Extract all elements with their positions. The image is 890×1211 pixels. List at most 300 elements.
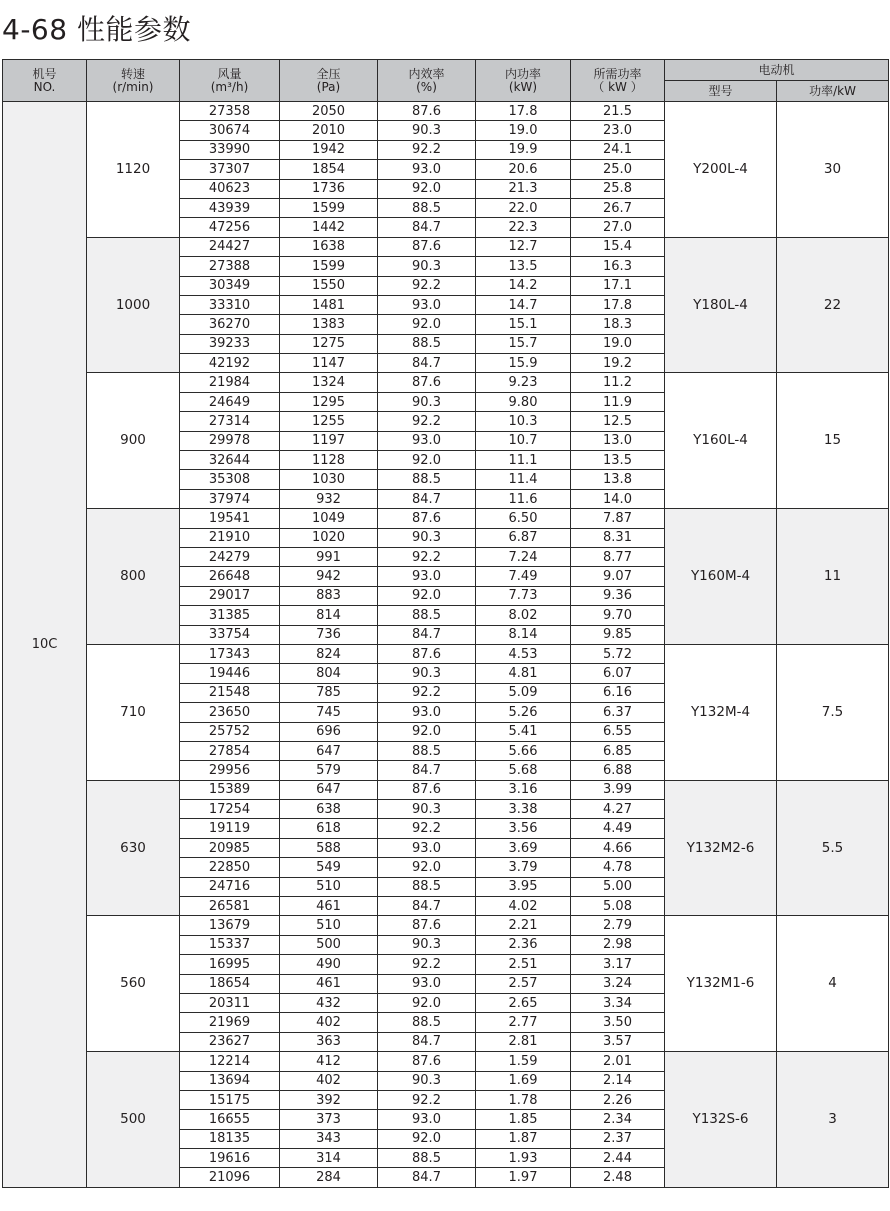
inner-power-cell: 17.8 — [476, 102, 571, 121]
inner-power-cell: 5.68 — [476, 761, 571, 780]
flow-cell: 21969 — [180, 1013, 280, 1032]
required-power-cell: 13.5 — [571, 451, 665, 470]
pressure-cell: 392 — [280, 1090, 378, 1109]
inner-power-cell: 1.97 — [476, 1168, 571, 1187]
efficiency-cell: 88.5 — [378, 1013, 476, 1032]
speed-cell: 630 — [87, 780, 180, 916]
inner-power-cell: 9.80 — [476, 392, 571, 411]
efficiency-cell: 84.7 — [378, 354, 476, 373]
flow-cell: 33990 — [180, 140, 280, 159]
header-efficiency-cn: 内效率 — [408, 66, 445, 81]
header-speed-cn: 转速 — [120, 66, 145, 81]
flow-cell: 29017 — [180, 586, 280, 605]
motor-power-cell: 7.5 — [777, 644, 889, 780]
flow-cell: 26581 — [180, 897, 280, 916]
flow-cell: 20311 — [180, 993, 280, 1012]
flow-cell: 19446 — [180, 664, 280, 683]
required-power-cell: 24.1 — [571, 140, 665, 159]
flow-cell: 21096 — [180, 1168, 280, 1187]
efficiency-cell: 92.2 — [378, 412, 476, 431]
pressure-cell: 402 — [280, 1013, 378, 1032]
required-power-cell: 2.48 — [571, 1168, 665, 1187]
efficiency-cell: 88.5 — [378, 741, 476, 760]
pressure-cell: 1197 — [280, 431, 378, 450]
required-power-cell: 16.3 — [571, 257, 665, 276]
efficiency-cell: 90.3 — [378, 664, 476, 683]
flow-cell: 18135 — [180, 1129, 280, 1148]
required-power-cell: 3.50 — [571, 1013, 665, 1032]
required-power-cell: 3.24 — [571, 974, 665, 993]
inner-power-cell: 22.0 — [476, 198, 571, 217]
efficiency-cell: 84.7 — [378, 218, 476, 237]
efficiency-cell: 88.5 — [378, 1149, 476, 1168]
required-power-cell: 4.78 — [571, 858, 665, 877]
flow-cell: 40623 — [180, 179, 280, 198]
required-power-cell: 2.37 — [571, 1129, 665, 1148]
table-row — [3, 780, 889, 799]
required-power-cell: 7.87 — [571, 509, 665, 528]
efficiency-cell: 90.3 — [378, 392, 476, 411]
flow-cell: 13679 — [180, 916, 280, 935]
flow-cell: 31385 — [180, 606, 280, 625]
flow-cell: 13694 — [180, 1071, 280, 1090]
pressure-cell: 883 — [280, 586, 378, 605]
header-pressure-en: (Pa) — [316, 79, 341, 94]
header-model-no-en: NO. — [33, 79, 56, 94]
header-motor: 电动机 — [665, 60, 889, 81]
required-power-cell: 2.98 — [571, 935, 665, 954]
header-model-no — [3, 60, 87, 102]
flow-cell: 17254 — [180, 800, 280, 819]
pressure-cell: 1442 — [280, 218, 378, 237]
motor-type-cell: Y180L-4 — [665, 237, 777, 373]
efficiency-cell: 92.2 — [378, 547, 476, 566]
inner-power-cell: 1.87 — [476, 1129, 571, 1148]
inner-power-cell: 3.69 — [476, 838, 571, 857]
pressure-cell: 1324 — [280, 373, 378, 392]
required-power-cell: 6.07 — [571, 664, 665, 683]
header-pressure-cn: 全压 — [316, 66, 341, 81]
table-body — [3, 102, 889, 1188]
required-power-cell: 2.79 — [571, 916, 665, 935]
pressure-cell: 1942 — [280, 140, 378, 159]
required-power-cell: 9.36 — [571, 586, 665, 605]
speed-cell: 1000 — [87, 237, 180, 373]
required-power-cell: 27.0 — [571, 218, 665, 237]
flow-cell: 36270 — [180, 315, 280, 334]
efficiency-cell: 92.2 — [378, 683, 476, 702]
speed-cell: 710 — [87, 644, 180, 780]
flow-cell: 19119 — [180, 819, 280, 838]
efficiency-cell: 92.2 — [378, 140, 476, 159]
inner-power-cell: 22.3 — [476, 218, 571, 237]
flow-cell: 21910 — [180, 528, 280, 547]
efficiency-cell: 93.0 — [378, 838, 476, 857]
required-power-cell: 2.26 — [571, 1090, 665, 1109]
header-model-no-cn: 机号 — [32, 66, 57, 81]
inner-power-cell: 2.51 — [476, 955, 571, 974]
required-power-cell: 9.70 — [571, 606, 665, 625]
efficiency-cell: 84.7 — [378, 897, 476, 916]
inner-power-cell: 7.49 — [476, 567, 571, 586]
efficiency-cell: 87.6 — [378, 102, 476, 121]
inner-power-cell: 11.6 — [476, 489, 571, 508]
efficiency-cell: 84.7 — [378, 1168, 476, 1187]
flow-cell: 33310 — [180, 295, 280, 314]
required-power-cell: 18.3 — [571, 315, 665, 334]
pressure-cell: 2050 — [280, 102, 378, 121]
inner-power-cell: 3.16 — [476, 780, 571, 799]
efficiency-cell: 90.3 — [378, 800, 476, 819]
efficiency-cell: 93.0 — [378, 1110, 476, 1129]
required-power-cell: 2.34 — [571, 1110, 665, 1129]
inner-power-cell: 5.41 — [476, 722, 571, 741]
flow-cell: 33754 — [180, 625, 280, 644]
required-power-cell: 19.0 — [571, 334, 665, 353]
flow-cell: 22850 — [180, 858, 280, 877]
inner-power-cell: 13.5 — [476, 257, 571, 276]
performance-table — [2, 59, 889, 1188]
required-power-cell: 17.8 — [571, 295, 665, 314]
inner-power-cell: 8.02 — [476, 606, 571, 625]
required-power-cell: 2.01 — [571, 1052, 665, 1071]
inner-power-cell: 21.3 — [476, 179, 571, 198]
required-power-cell: 14.0 — [571, 489, 665, 508]
flow-cell: 18654 — [180, 974, 280, 993]
table-row — [3, 373, 889, 392]
pressure-cell: 510 — [280, 916, 378, 935]
motor-type-cell: Y132M2-6 — [665, 780, 777, 916]
efficiency-cell: 92.2 — [378, 819, 476, 838]
inner-power-cell: 4.81 — [476, 664, 571, 683]
efficiency-cell: 92.2 — [378, 955, 476, 974]
flow-cell: 15175 — [180, 1090, 280, 1109]
efficiency-cell: 90.3 — [378, 1071, 476, 1090]
required-power-cell: 25.0 — [571, 160, 665, 179]
efficiency-cell: 92.2 — [378, 1090, 476, 1109]
flow-cell: 27314 — [180, 412, 280, 431]
required-power-cell: 4.27 — [571, 800, 665, 819]
efficiency-cell: 93.0 — [378, 974, 476, 993]
required-power-cell: 5.08 — [571, 897, 665, 916]
required-power-cell: 15.4 — [571, 237, 665, 256]
inner-power-cell: 4.02 — [476, 897, 571, 916]
inner-power-cell: 1.93 — [476, 1149, 571, 1168]
pressure-cell: 1049 — [280, 509, 378, 528]
flow-cell: 37307 — [180, 160, 280, 179]
flow-cell: 29978 — [180, 431, 280, 450]
flow-cell: 37974 — [180, 489, 280, 508]
inner-power-cell: 6.50 — [476, 509, 571, 528]
pressure-cell: 579 — [280, 761, 378, 780]
pressure-cell: 932 — [280, 489, 378, 508]
pressure-cell: 618 — [280, 819, 378, 838]
efficiency-cell: 92.2 — [378, 276, 476, 295]
pressure-cell: 647 — [280, 780, 378, 799]
required-power-cell: 11.9 — [571, 392, 665, 411]
header-flow — [180, 60, 280, 102]
flow-cell: 21984 — [180, 373, 280, 392]
flow-cell: 15337 — [180, 935, 280, 954]
required-power-cell: 3.99 — [571, 780, 665, 799]
required-power-cell: 6.16 — [571, 683, 665, 702]
inner-power-cell: 2.36 — [476, 935, 571, 954]
inner-power-cell: 10.3 — [476, 412, 571, 431]
inner-power-cell: 5.09 — [476, 683, 571, 702]
required-power-cell: 6.85 — [571, 741, 665, 760]
inner-power-cell: 2.77 — [476, 1013, 571, 1032]
required-power-cell: 2.14 — [571, 1071, 665, 1090]
required-power-cell: 8.77 — [571, 547, 665, 566]
pressure-cell: 1275 — [280, 334, 378, 353]
flow-cell: 26648 — [180, 567, 280, 586]
header-efficiency — [378, 60, 476, 102]
pressure-cell: 647 — [280, 741, 378, 760]
motor-power-cell: 3 — [777, 1052, 889, 1188]
table-row — [3, 509, 889, 528]
required-power-cell: 9.07 — [571, 567, 665, 586]
flow-cell: 24427 — [180, 237, 280, 256]
flow-cell: 24279 — [180, 547, 280, 566]
flow-cell: 23627 — [180, 1032, 280, 1051]
flow-cell: 29956 — [180, 761, 280, 780]
inner-power-cell: 6.87 — [476, 528, 571, 547]
header-required-power-cn: 所需功率 — [593, 66, 642, 81]
pressure-cell: 1295 — [280, 392, 378, 411]
inner-power-cell: 2.21 — [476, 916, 571, 935]
pressure-cell: 343 — [280, 1129, 378, 1148]
efficiency-cell: 87.6 — [378, 644, 476, 663]
efficiency-cell: 88.5 — [378, 606, 476, 625]
speed-cell: 1120 — [87, 102, 180, 238]
efficiency-cell: 88.5 — [378, 877, 476, 896]
pressure-cell: 588 — [280, 838, 378, 857]
pressure-cell: 490 — [280, 955, 378, 974]
table-row — [3, 1052, 889, 1071]
motor-power-cell: 15 — [777, 373, 889, 509]
header-inner-power — [476, 60, 571, 102]
pressure-cell: 1255 — [280, 412, 378, 431]
pressure-cell: 736 — [280, 625, 378, 644]
efficiency-cell: 90.3 — [378, 935, 476, 954]
table-row — [3, 237, 889, 256]
required-power-cell: 8.31 — [571, 528, 665, 547]
inner-power-cell: 4.53 — [476, 644, 571, 663]
required-power-cell: 23.0 — [571, 121, 665, 140]
efficiency-cell: 93.0 — [378, 431, 476, 450]
efficiency-cell: 87.6 — [378, 509, 476, 528]
motor-power-cell: 22 — [777, 237, 889, 373]
flow-cell: 19616 — [180, 1149, 280, 1168]
efficiency-cell: 92.0 — [378, 993, 476, 1012]
motor-type-cell: Y132M1-6 — [665, 916, 777, 1052]
efficiency-cell: 93.0 — [378, 295, 476, 314]
motor-type-cell: Y200L-4 — [665, 102, 777, 238]
pressure-cell: 363 — [280, 1032, 378, 1051]
header-flow-en: (m³/h) — [210, 79, 249, 94]
pressure-cell: 1550 — [280, 276, 378, 295]
pressure-cell: 1147 — [280, 354, 378, 373]
inner-power-cell: 3.79 — [476, 858, 571, 877]
inner-power-cell: 11.4 — [476, 470, 571, 489]
efficiency-cell: 92.0 — [378, 858, 476, 877]
inner-power-cell: 20.6 — [476, 160, 571, 179]
inner-power-cell: 5.26 — [476, 703, 571, 722]
efficiency-cell: 87.6 — [378, 237, 476, 256]
inner-power-cell: 14.2 — [476, 276, 571, 295]
model-no-cell: 10C — [3, 102, 87, 1188]
required-power-cell: 2.44 — [571, 1149, 665, 1168]
flow-cell: 19541 — [180, 509, 280, 528]
inner-power-cell: 19.0 — [476, 121, 571, 140]
pressure-cell: 284 — [280, 1168, 378, 1187]
required-power-cell: 21.5 — [571, 102, 665, 121]
header-speed-en: (r/min) — [112, 79, 154, 94]
pressure-cell: 1599 — [280, 257, 378, 276]
header-inner-power-en: (kW) — [508, 79, 538, 94]
header-flow-cn: 风量 — [217, 66, 242, 81]
page-title: 4-68 性能参数 — [2, 13, 191, 46]
required-power-cell: 6.88 — [571, 761, 665, 780]
inner-power-cell: 2.57 — [476, 974, 571, 993]
flow-cell: 43939 — [180, 198, 280, 217]
inner-power-cell: 2.65 — [476, 993, 571, 1012]
motor-type-cell: Y132M-4 — [665, 644, 777, 780]
flow-cell: 47256 — [180, 218, 280, 237]
efficiency-cell: 90.3 — [378, 257, 476, 276]
table-row — [3, 102, 889, 121]
pressure-cell: 461 — [280, 897, 378, 916]
required-power-cell: 17.1 — [571, 276, 665, 295]
pressure-cell: 432 — [280, 993, 378, 1012]
required-power-cell: 11.2 — [571, 373, 665, 392]
speed-cell: 900 — [87, 373, 180, 509]
pressure-cell: 1020 — [280, 528, 378, 547]
header-inner-power-cn: 内功率 — [504, 66, 541, 81]
efficiency-cell: 88.5 — [378, 198, 476, 217]
header-speed — [87, 60, 180, 102]
inner-power-cell: 7.24 — [476, 547, 571, 566]
inner-power-cell: 1.78 — [476, 1090, 571, 1109]
pressure-cell: 991 — [280, 547, 378, 566]
required-power-cell: 6.55 — [571, 722, 665, 741]
motor-power-cell: 4 — [777, 916, 889, 1052]
inner-power-cell: 9.23 — [476, 373, 571, 392]
pressure-cell: 1481 — [280, 295, 378, 314]
required-power-cell: 26.7 — [571, 198, 665, 217]
pressure-cell: 1638 — [280, 237, 378, 256]
flow-cell: 24649 — [180, 392, 280, 411]
flow-cell: 39233 — [180, 334, 280, 353]
motor-power-cell: 5.5 — [777, 780, 889, 916]
pressure-cell: 824 — [280, 644, 378, 663]
motor-power-cell: 11 — [777, 509, 889, 645]
flow-cell: 35308 — [180, 470, 280, 489]
efficiency-cell: 90.3 — [378, 528, 476, 547]
flow-cell: 27358 — [180, 102, 280, 121]
inner-power-cell: 12.7 — [476, 237, 571, 256]
flow-cell: 32644 — [180, 451, 280, 470]
pressure-cell: 785 — [280, 683, 378, 702]
required-power-cell: 13.0 — [571, 431, 665, 450]
inner-power-cell: 15.7 — [476, 334, 571, 353]
flow-cell: 27388 — [180, 257, 280, 276]
efficiency-cell: 92.0 — [378, 722, 476, 741]
pressure-cell: 2010 — [280, 121, 378, 140]
pressure-cell: 412 — [280, 1052, 378, 1071]
flow-cell: 25752 — [180, 722, 280, 741]
inner-power-cell: 15.9 — [476, 354, 571, 373]
efficiency-cell: 84.7 — [378, 625, 476, 644]
inner-power-cell: 11.1 — [476, 451, 571, 470]
flow-cell: 20985 — [180, 838, 280, 857]
flow-cell: 12214 — [180, 1052, 280, 1071]
pressure-cell: 510 — [280, 877, 378, 896]
inner-power-cell: 5.66 — [476, 741, 571, 760]
pressure-cell: 461 — [280, 974, 378, 993]
efficiency-cell: 92.0 — [378, 1129, 476, 1148]
inner-power-cell: 2.81 — [476, 1032, 571, 1051]
required-power-cell: 5.00 — [571, 877, 665, 896]
efficiency-cell: 93.0 — [378, 160, 476, 179]
pressure-cell: 1854 — [280, 160, 378, 179]
pressure-cell: 745 — [280, 703, 378, 722]
efficiency-cell: 87.6 — [378, 373, 476, 392]
flow-cell: 30349 — [180, 276, 280, 295]
inner-power-cell: 3.38 — [476, 800, 571, 819]
required-power-cell: 3.57 — [571, 1032, 665, 1051]
header-required-power-en: （ kW ） — [592, 79, 643, 94]
inner-power-cell: 10.7 — [476, 431, 571, 450]
speed-cell: 800 — [87, 509, 180, 645]
pressure-cell: 638 — [280, 800, 378, 819]
inner-power-cell: 3.56 — [476, 819, 571, 838]
pressure-cell: 402 — [280, 1071, 378, 1090]
pressure-cell: 500 — [280, 935, 378, 954]
efficiency-cell: 90.3 — [378, 121, 476, 140]
flow-cell: 42192 — [180, 354, 280, 373]
pressure-cell: 1030 — [280, 470, 378, 489]
required-power-cell: 5.72 — [571, 644, 665, 663]
pressure-cell: 1383 — [280, 315, 378, 334]
inner-power-cell: 7.73 — [476, 586, 571, 605]
efficiency-cell: 88.5 — [378, 470, 476, 489]
speed-cell: 500 — [87, 1052, 180, 1188]
motor-type-cell: Y132S-6 — [665, 1052, 777, 1188]
motor-power-cell: 30 — [777, 102, 889, 238]
pressure-cell: 373 — [280, 1110, 378, 1129]
flow-cell: 24716 — [180, 877, 280, 896]
efficiency-cell: 93.0 — [378, 703, 476, 722]
pressure-cell: 696 — [280, 722, 378, 741]
pressure-cell: 804 — [280, 664, 378, 683]
efficiency-cell: 92.0 — [378, 315, 476, 334]
flow-cell: 21548 — [180, 683, 280, 702]
required-power-cell: 9.85 — [571, 625, 665, 644]
inner-power-cell: 1.69 — [476, 1071, 571, 1090]
table-row — [3, 916, 889, 935]
flow-cell: 27854 — [180, 741, 280, 760]
efficiency-cell: 87.6 — [378, 1052, 476, 1071]
required-power-cell: 25.8 — [571, 179, 665, 198]
efficiency-cell: 92.0 — [378, 179, 476, 198]
flow-cell: 23650 — [180, 703, 280, 722]
pressure-cell: 1736 — [280, 179, 378, 198]
table-row — [3, 644, 889, 663]
efficiency-cell: 93.0 — [378, 567, 476, 586]
pressure-cell: 314 — [280, 1149, 378, 1168]
efficiency-cell: 92.0 — [378, 586, 476, 605]
